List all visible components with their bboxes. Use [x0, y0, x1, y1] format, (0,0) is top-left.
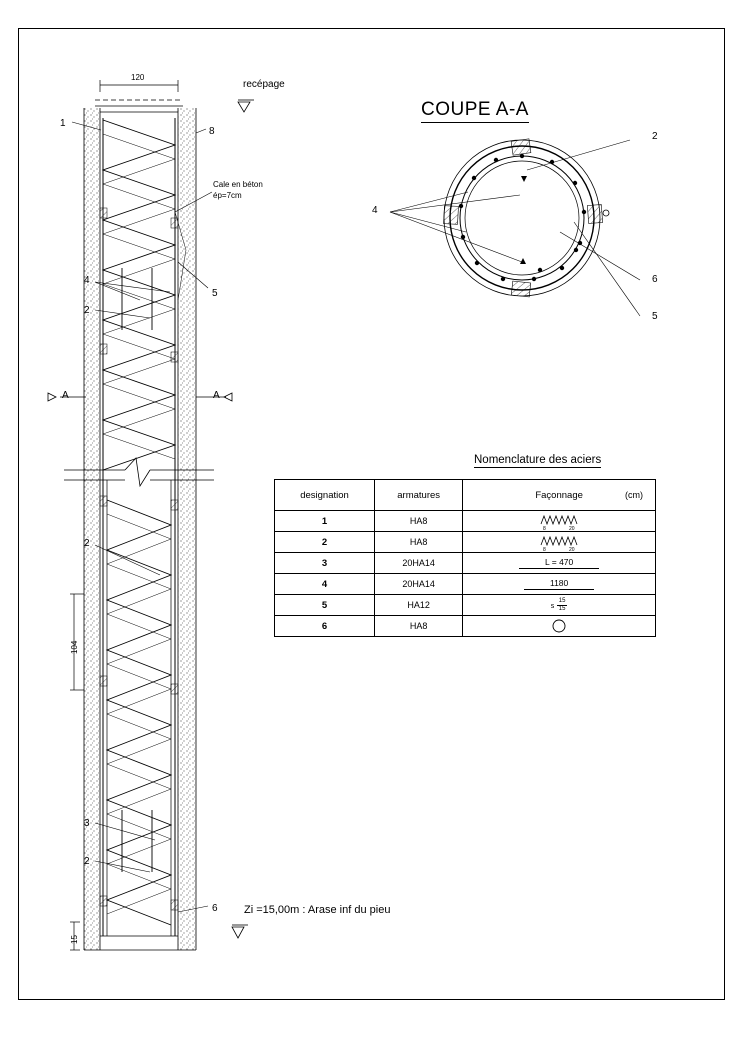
arase-label: Zi =15,00m : Arase inf du pieu	[244, 904, 391, 916]
mark-8: 8	[209, 126, 215, 137]
svg-text:8: 8	[543, 547, 546, 552]
section-mark-4: 4	[372, 205, 378, 216]
section-mark-6: 6	[652, 274, 658, 285]
row-3-length-label: L = 470	[519, 557, 599, 569]
nomenclature-title: Nomenclature des aciers	[474, 454, 602, 466]
table-row	[275, 511, 656, 532]
recepage-label: recépage	[243, 79, 285, 90]
row-5-armatures: HA12	[375, 595, 463, 616]
row-5-frac-bot: 15	[558, 605, 566, 612]
steel-schedule-table	[274, 479, 656, 637]
row-2-designation: 2	[275, 532, 375, 553]
mark-2-middle: 2	[84, 538, 90, 549]
dim-104-label: 104	[70, 640, 79, 654]
header-unit: (cm)	[625, 490, 643, 500]
row-3-armatures: 20HA14	[375, 553, 463, 574]
mark-1: 1	[60, 118, 66, 129]
header-faconnage	[463, 480, 656, 511]
shape-circle-6	[463, 616, 655, 636]
header-faconnage-label: Façonnage	[535, 489, 583, 501]
row-5-fraction	[557, 598, 568, 613]
row-6-faconnage	[463, 616, 656, 637]
row-2-armatures: HA8	[375, 532, 463, 553]
mark-4-upper: 4	[84, 275, 90, 286]
row-6-designation: 6	[275, 616, 375, 637]
header-armatures: armatures	[375, 480, 463, 511]
row-1-armatures: HA8	[375, 511, 463, 532]
shape-zigzag-1	[463, 511, 655, 531]
table-row	[275, 532, 656, 553]
row-3-designation: 3	[275, 553, 375, 574]
dim-120-label: 120	[131, 73, 145, 82]
table-row	[275, 574, 656, 595]
shape-zigzag-2	[463, 532, 655, 552]
row-2-faconnage	[463, 532, 656, 553]
table-row	[275, 553, 656, 574]
table-row	[275, 616, 656, 637]
table-row	[275, 595, 656, 616]
section-mark-5: 5	[652, 311, 658, 322]
row-6-armatures: HA8	[375, 616, 463, 637]
section-mark-left: A	[62, 390, 69, 401]
mark-6-elevation: 6	[212, 903, 218, 914]
row-5-prefix: s	[550, 602, 555, 610]
mark-3-lower: 3	[84, 818, 90, 829]
mark-2-lower: 2	[84, 856, 90, 867]
dim-15-label: 15	[70, 935, 79, 944]
row-5-frac-top: 15	[558, 597, 566, 604]
section-mark-right: A	[213, 390, 220, 401]
row-4-armatures: 20HA14	[375, 574, 463, 595]
cale-note-line1: Cale en béton	[213, 180, 263, 189]
svg-text:20: 20	[569, 547, 575, 552]
row-5-designation: 5	[275, 595, 375, 616]
row-5-faconnage	[463, 595, 656, 616]
table-header-row	[275, 480, 656, 511]
mark-2-upper: 2	[84, 305, 90, 316]
row-1-designation: 1	[275, 511, 375, 532]
section-mark-2: 2	[652, 131, 658, 142]
row-4-designation: 4	[275, 574, 375, 595]
cale-note-line2: ép=7cm	[213, 191, 242, 200]
mark-5-elevation: 5	[212, 288, 218, 299]
header-designation: designation	[275, 480, 375, 511]
row-4-faconnage	[463, 574, 656, 595]
row-3-faconnage	[463, 553, 656, 574]
svg-text:8: 8	[543, 526, 546, 531]
svg-text:20: 20	[569, 526, 575, 531]
row-1-faconnage	[463, 511, 656, 532]
row-4-length-label: 1180	[524, 578, 594, 590]
section-title: COUPE A-A	[421, 99, 529, 123]
